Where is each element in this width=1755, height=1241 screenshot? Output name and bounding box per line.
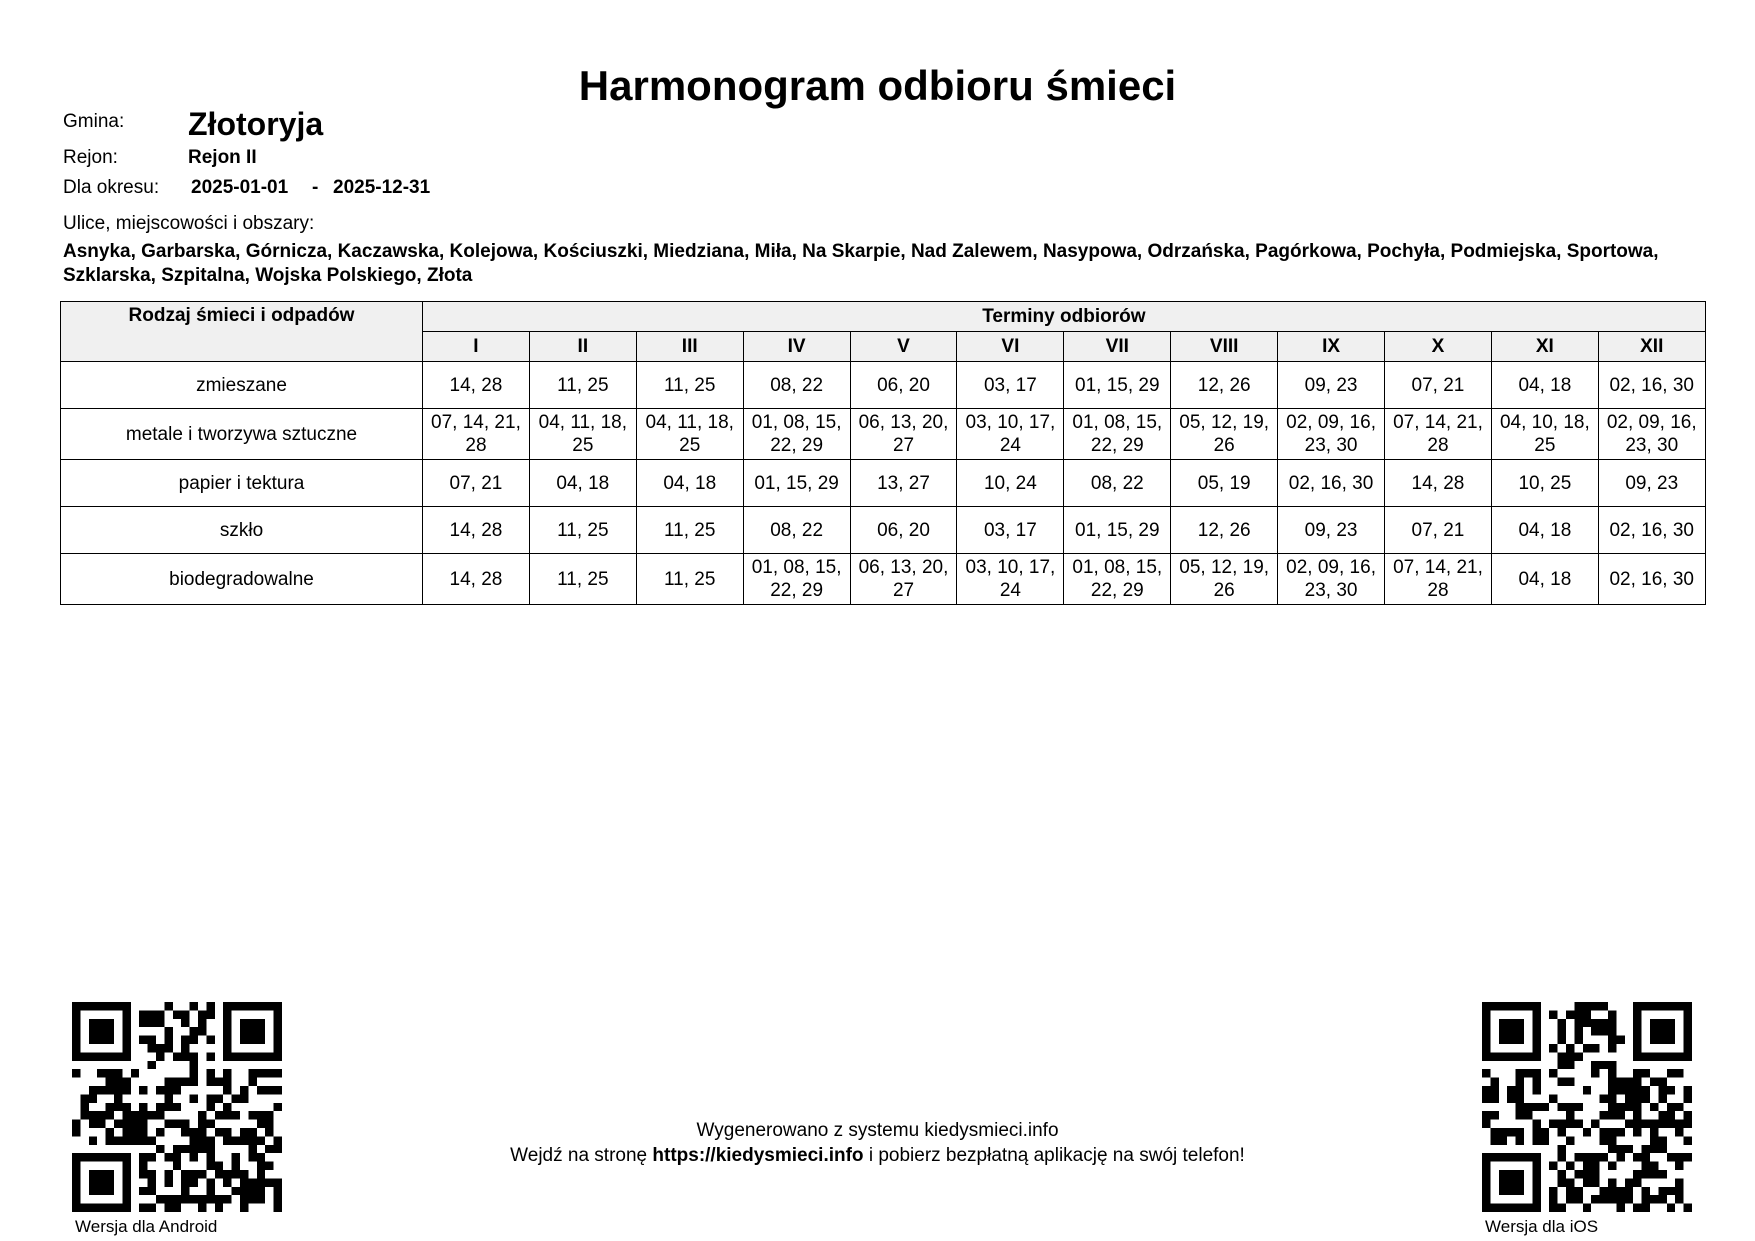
table-row bbox=[61, 362, 1706, 409]
date-cell: 14, 28 bbox=[423, 507, 530, 554]
okres-separator: - bbox=[312, 177, 319, 198]
date-cell: 11, 25 bbox=[529, 554, 636, 605]
date-cell: 01, 08, 15, 22, 29 bbox=[743, 409, 850, 460]
footer-generated-text: Wygenerowano z systemu kiedysmieci.info bbox=[696, 1120, 1059, 1141]
footer-link[interactable]: https://kiedysmieci.info bbox=[652, 1145, 864, 1166]
footer-cta-pre: Wejdź na stronę bbox=[510, 1145, 653, 1166]
date-cell: 07, 21 bbox=[1385, 507, 1492, 554]
date-cell: 07, 21 bbox=[1385, 362, 1492, 409]
date-cell: 05, 12, 19, 26 bbox=[1171, 554, 1278, 605]
okres-label: Dla okresu: bbox=[63, 177, 160, 198]
date-cell: 07, 14, 21, 28 bbox=[1385, 409, 1492, 460]
date-cell: 06, 20 bbox=[850, 362, 957, 409]
month-header: III bbox=[636, 332, 743, 362]
qr-code-icon bbox=[72, 1002, 282, 1212]
rejon-label: Rejon: bbox=[63, 147, 118, 168]
month-header: VI bbox=[957, 332, 1064, 362]
qr-ios-label: Wersja dla iOS bbox=[1485, 1217, 1599, 1236]
table-row bbox=[61, 409, 1706, 460]
schedule-table bbox=[60, 301, 1706, 605]
month-header: VII bbox=[1064, 332, 1171, 362]
date-cell: 04, 18 bbox=[1491, 362, 1598, 409]
date-cell: 01, 08, 15, 22, 29 bbox=[1064, 409, 1171, 460]
month-header: IX bbox=[1278, 332, 1385, 362]
qr-android-label: Wersja dla Android bbox=[75, 1217, 218, 1236]
footer-cta bbox=[0, 1143, 1755, 1168]
date-cell: 09, 23 bbox=[1278, 507, 1385, 554]
date-cell: 09, 23 bbox=[1598, 460, 1705, 507]
date-cell: 10, 25 bbox=[1491, 460, 1598, 507]
date-cell: 06, 13, 20, 27 bbox=[850, 554, 957, 605]
date-cell: 11, 25 bbox=[636, 362, 743, 409]
streets-label: Ulice, miejscowości i obszary: bbox=[63, 213, 315, 234]
table-row bbox=[61, 460, 1706, 507]
date-cell: 04, 18 bbox=[636, 460, 743, 507]
date-cell: 05, 12, 19, 26 bbox=[1171, 409, 1278, 460]
okres-to: 2025-12-31 bbox=[333, 177, 431, 198]
date-cell: 04, 10, 18, 25 bbox=[1491, 409, 1598, 460]
date-cell: 11, 25 bbox=[636, 507, 743, 554]
header-row-top bbox=[61, 302, 1706, 332]
date-cell: 02, 09, 16, 23, 30 bbox=[1598, 409, 1705, 460]
date-cell: 02, 16, 30 bbox=[1598, 507, 1705, 554]
qr-code-icon bbox=[1482, 1002, 1692, 1212]
date-cell: 02, 09, 16, 23, 30 bbox=[1278, 554, 1385, 605]
date-cell: 01, 08, 15, 22, 29 bbox=[1064, 554, 1171, 605]
date-cell: 01, 15, 29 bbox=[1064, 362, 1171, 409]
footer bbox=[0, 1118, 1755, 1168]
date-cell: 14, 28 bbox=[423, 362, 530, 409]
streets-list: Asnyka, Garbarska, Górnicza, Kaczawska, Kolejowa, Kościuszki, Miedziana, Miła, Na Skarpie, Nad Zalewem, Nasypowa, Odrzańska, Pagórkowa, Pochyła, Podmiejska, Sportowa, Szklarska, Szpitalna, Wojska Polskiego, Złota bbox=[63, 241, 1659, 286]
date-cell: 01, 15, 29 bbox=[743, 460, 850, 507]
gmina-value: Złotoryja bbox=[188, 106, 324, 142]
date-cell: 07, 14, 21, 28 bbox=[1385, 554, 1492, 605]
month-header: XI bbox=[1491, 332, 1598, 362]
date-cell: 07, 14, 21, 28 bbox=[423, 409, 530, 460]
date-cell: 04, 18 bbox=[1491, 554, 1598, 605]
date-cell: 02, 09, 16, 23, 30 bbox=[1278, 409, 1385, 460]
date-cell: 01, 08, 15, 22, 29 bbox=[743, 554, 850, 605]
table-row bbox=[61, 554, 1706, 605]
date-cell: 06, 13, 20, 27 bbox=[850, 409, 957, 460]
date-cell: 08, 22 bbox=[1064, 460, 1171, 507]
gmina-label: Gmina: bbox=[63, 111, 125, 132]
month-header: IV bbox=[743, 332, 850, 362]
date-cell: 03, 17 bbox=[957, 362, 1064, 409]
date-cell: 12, 26 bbox=[1171, 507, 1278, 554]
date-cell: 08, 22 bbox=[743, 362, 850, 409]
date-cell: 09, 23 bbox=[1278, 362, 1385, 409]
date-cell: 11, 25 bbox=[529, 362, 636, 409]
date-cell: 03, 10, 17, 24 bbox=[957, 409, 1064, 460]
date-cell: 04, 11, 18, 25 bbox=[636, 409, 743, 460]
date-cell: 02, 16, 30 bbox=[1598, 362, 1705, 409]
date-cell: 01, 15, 29 bbox=[1064, 507, 1171, 554]
footer-cta-post: i pobierz bezpłatną aplikację na swój telefon! bbox=[863, 1145, 1245, 1166]
date-cell: 03, 17 bbox=[957, 507, 1064, 554]
date-cell: 04, 18 bbox=[529, 460, 636, 507]
table-row bbox=[61, 507, 1706, 554]
qr-ios[interactable] bbox=[1482, 1002, 1692, 1212]
date-cell: 12, 26 bbox=[1171, 362, 1278, 409]
date-cell: 02, 16, 30 bbox=[1278, 460, 1385, 507]
date-cell: 07, 21 bbox=[423, 460, 530, 507]
waste-type-cell: zmieszane bbox=[61, 362, 423, 409]
date-cell: 04, 11, 18, 25 bbox=[529, 409, 636, 460]
date-cell: 04, 18 bbox=[1491, 507, 1598, 554]
date-cell: 08, 22 bbox=[743, 507, 850, 554]
waste-type-cell: metale i tworzywa sztuczne bbox=[61, 409, 423, 460]
date-cell: 11, 25 bbox=[636, 554, 743, 605]
date-cell: 13, 27 bbox=[850, 460, 957, 507]
date-cell: 14, 28 bbox=[423, 554, 530, 605]
month-header: V bbox=[850, 332, 957, 362]
date-cell: 10, 24 bbox=[957, 460, 1064, 507]
waste-type-cell: papier i tektura bbox=[61, 460, 423, 507]
month-header: VIII bbox=[1171, 332, 1278, 362]
rejon-value: Rejon II bbox=[188, 147, 257, 168]
waste-type-cell: szkło bbox=[61, 507, 423, 554]
waste-type-cell: biodegradowalne bbox=[61, 554, 423, 605]
waste-type-header: Rodzaj śmieci i odpadów bbox=[61, 302, 423, 362]
month-header: XII bbox=[1598, 332, 1705, 362]
date-cell: 06, 20 bbox=[850, 507, 957, 554]
date-cell: 02, 16, 30 bbox=[1598, 554, 1705, 605]
month-header: II bbox=[529, 332, 636, 362]
dates-header: Terminy odbiorów bbox=[423, 302, 1706, 332]
page-title: Harmonogram odbioru śmieci bbox=[578, 62, 1177, 109]
month-header: I bbox=[423, 332, 530, 362]
month-header: X bbox=[1385, 332, 1492, 362]
date-cell: 14, 28 bbox=[1385, 460, 1492, 507]
date-cell: 11, 25 bbox=[529, 507, 636, 554]
schedule-body bbox=[61, 362, 1706, 605]
qr-android[interactable] bbox=[72, 1002, 282, 1212]
okres-from: 2025-01-01 bbox=[191, 177, 289, 198]
date-cell: 05, 19 bbox=[1171, 460, 1278, 507]
date-cell: 03, 10, 17, 24 bbox=[957, 554, 1064, 605]
